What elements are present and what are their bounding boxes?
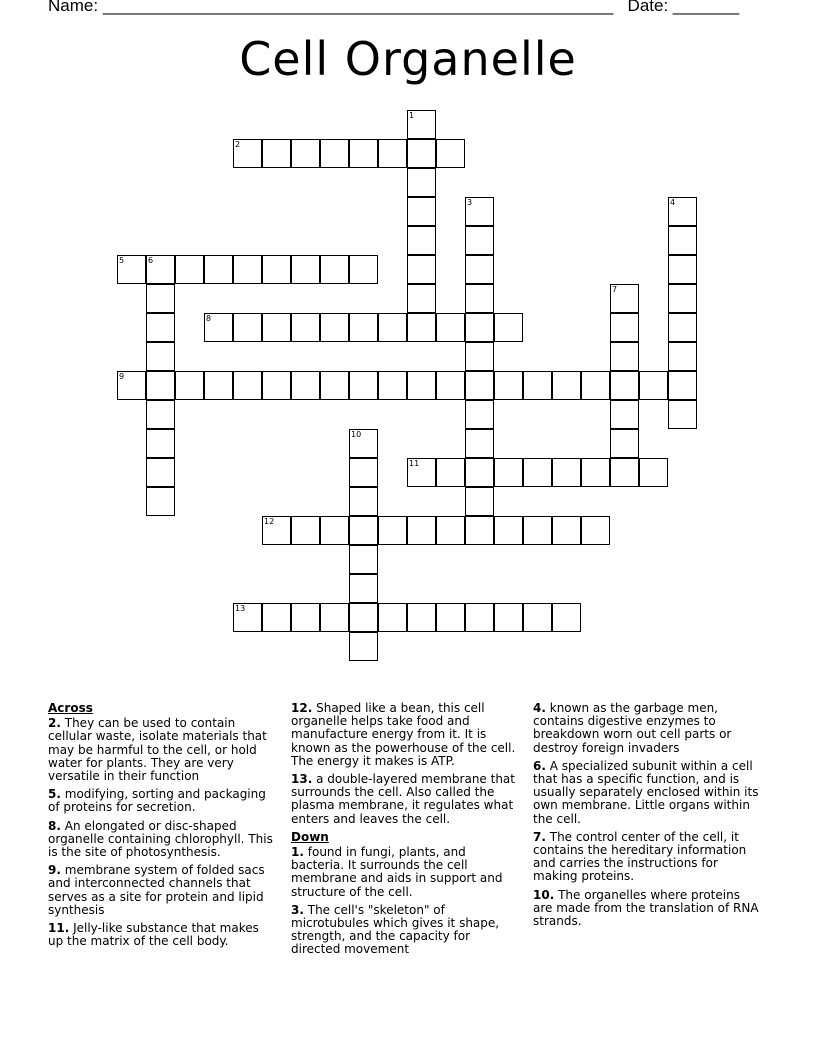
clue-number-label: 9 bbox=[119, 372, 125, 381]
grid-cell[interactable] bbox=[581, 458, 610, 487]
grid-cell[interactable] bbox=[175, 371, 204, 400]
clue-number-label: 5 bbox=[119, 256, 125, 265]
grid-cell[interactable] bbox=[320, 371, 349, 400]
grid-cell[interactable] bbox=[494, 313, 523, 342]
grid-cell[interactable] bbox=[204, 255, 233, 284]
grid-cell[interactable] bbox=[291, 313, 320, 342]
grid-cell[interactable] bbox=[146, 458, 175, 487]
grid-cell[interactable] bbox=[465, 226, 494, 255]
grid-cell[interactable] bbox=[465, 371, 494, 400]
date-field[interactable]: _______ bbox=[672, 0, 740, 15]
grid-cell[interactable] bbox=[552, 371, 581, 400]
grid-cell[interactable] bbox=[378, 139, 407, 168]
grid-cell[interactable] bbox=[407, 255, 436, 284]
grid-cell[interactable] bbox=[436, 603, 465, 632]
grid-cell[interactable] bbox=[262, 371, 291, 400]
grid-cell[interactable] bbox=[610, 458, 639, 487]
grid-cell[interactable] bbox=[291, 371, 320, 400]
grid-cell[interactable] bbox=[146, 342, 175, 371]
clue-across-12: 12. Shaped like a bean, this cell organelle helps take food and manufacture energy from it. It is known as the powerhouse of the cell. The energy it makes is ATP. bbox=[291, 701, 516, 768]
clue-number-label: 12 bbox=[264, 517, 275, 526]
grid-cell[interactable] bbox=[349, 313, 378, 342]
grid-cell[interactable] bbox=[465, 342, 494, 371]
grid-cell[interactable] bbox=[610, 429, 639, 458]
grid-cell[interactable] bbox=[436, 458, 465, 487]
grid-cell[interactable] bbox=[291, 255, 320, 284]
grid-cell[interactable] bbox=[668, 313, 697, 342]
date-label: Date: bbox=[627, 0, 669, 15]
clue-across-2: 2. They can be used to contain cellular waste, isolate materials that may be harmful to the cell, or hold water for plants. They are very versatile in their function bbox=[48, 716, 267, 784]
grid-cell[interactable] bbox=[262, 139, 291, 168]
grid-cell[interactable] bbox=[407, 197, 436, 226]
clue-down-3: 3. The cell's "skeleton" of microtubules which gives it shape, strength, and the capacity for directed movement bbox=[291, 902, 500, 957]
grid-cell[interactable] bbox=[668, 371, 697, 400]
clue-number-label: 2 bbox=[235, 140, 241, 149]
grid-cell[interactable] bbox=[610, 400, 639, 429]
clue-number-label: 1 bbox=[409, 111, 415, 120]
clue-number-label: 11 bbox=[409, 459, 420, 468]
grid-cell[interactable] bbox=[407, 284, 436, 313]
grid-cell[interactable] bbox=[494, 516, 523, 545]
grid-cell[interactable] bbox=[552, 516, 581, 545]
grid-cell[interactable] bbox=[610, 342, 639, 371]
grid-cell[interactable] bbox=[407, 168, 436, 197]
grid-cell[interactable] bbox=[465, 487, 494, 516]
grid-cell[interactable] bbox=[668, 400, 697, 429]
grid-cell[interactable] bbox=[523, 516, 552, 545]
clue-down-10: 10. The organelles where proteins are made from the translation of RNA strands. bbox=[533, 887, 759, 929]
clue-across-9: 9. membrane system of folded sacs and interconnected channels that serves as a site for protein and lipid synthesis bbox=[48, 863, 265, 917]
grid-cell[interactable] bbox=[668, 342, 697, 371]
grid-cell[interactable] bbox=[581, 516, 610, 545]
clues-column-2 bbox=[291, 702, 519, 962]
grid-cell[interactable] bbox=[320, 139, 349, 168]
grid-cell[interactable] bbox=[349, 545, 378, 574]
grid-cell[interactable] bbox=[407, 603, 436, 632]
grid-cell[interactable] bbox=[436, 516, 465, 545]
grid-cell[interactable] bbox=[349, 371, 378, 400]
grid-cell[interactable] bbox=[465, 255, 494, 284]
grid-cell[interactable] bbox=[349, 255, 378, 284]
grid-cell[interactable] bbox=[494, 603, 523, 632]
grid-cell[interactable] bbox=[668, 226, 697, 255]
grid-cell[interactable] bbox=[262, 255, 291, 284]
grid-cell[interactable] bbox=[668, 255, 697, 284]
grid-cell[interactable] bbox=[320, 516, 349, 545]
grid-cell[interactable] bbox=[494, 371, 523, 400]
grid-cell[interactable] bbox=[465, 603, 494, 632]
grid-cell[interactable] bbox=[465, 429, 494, 458]
grid-cell[interactable] bbox=[378, 313, 407, 342]
grid-cell[interactable] bbox=[146, 429, 175, 458]
grid-cell[interactable] bbox=[407, 371, 436, 400]
clue-number-label: 10 bbox=[351, 430, 362, 439]
grid-cell[interactable] bbox=[523, 458, 552, 487]
grid-cell[interactable] bbox=[523, 371, 552, 400]
grid-cell[interactable] bbox=[465, 313, 494, 342]
grid-cell[interactable] bbox=[320, 603, 349, 632]
grid-cell[interactable] bbox=[552, 603, 581, 632]
grid-cell[interactable] bbox=[436, 139, 465, 168]
grid-cell[interactable] bbox=[262, 313, 291, 342]
grid-cell[interactable] bbox=[610, 313, 639, 342]
grid-cell[interactable] bbox=[349, 139, 378, 168]
grid-cell[interactable] bbox=[146, 284, 175, 313]
grid-cell[interactable] bbox=[407, 313, 436, 342]
clue-down-6: 6. A specialized subunit within a cell that has a specific function, and is usually separately enclosed within its own membrane. Little organs within the cell. bbox=[533, 758, 759, 826]
clue-across-8: 8. An elongated or disc-shaped organelle containing chlorophyll. This is the site of photosynthesis. bbox=[48, 818, 273, 860]
clue-number-label: 3 bbox=[467, 198, 473, 207]
grid-cell[interactable] bbox=[349, 487, 378, 516]
clue-number-label: 6 bbox=[148, 256, 154, 265]
grid-cell[interactable] bbox=[407, 226, 436, 255]
grid-cell[interactable] bbox=[465, 284, 494, 313]
grid-cell[interactable] bbox=[465, 400, 494, 429]
grid-cell[interactable] bbox=[639, 458, 668, 487]
grid-cell[interactable] bbox=[349, 574, 378, 603]
grid-cell[interactable] bbox=[465, 458, 494, 487]
clue-number-label: 8 bbox=[206, 314, 212, 323]
grid-cell[interactable] bbox=[523, 603, 552, 632]
page-title: Cell Organelle bbox=[239, 32, 577, 86]
grid-cell[interactable] bbox=[262, 603, 291, 632]
grid-cell[interactable] bbox=[320, 255, 349, 284]
grid-cell[interactable] bbox=[349, 458, 378, 487]
clue-number-label: 4 bbox=[670, 198, 676, 207]
name-label: Name: bbox=[48, 0, 99, 15]
grid-cell[interactable] bbox=[320, 313, 349, 342]
grid-cell[interactable] bbox=[233, 313, 262, 342]
across-heading: Across bbox=[48, 701, 93, 715]
grid-cell[interactable] bbox=[378, 603, 407, 632]
grid-cell[interactable] bbox=[175, 255, 204, 284]
grid-cell[interactable] bbox=[378, 371, 407, 400]
grid-cell[interactable] bbox=[581, 371, 610, 400]
grid-cell[interactable] bbox=[146, 371, 175, 400]
clue-across-5: 5. modifying, sorting and packaging of proteins for secretion. bbox=[48, 787, 266, 815]
clue-number-label: 13 bbox=[235, 604, 246, 613]
clue-down-7: 7. The control center of the cell, it contains the hereditary information and carries the instructions for making proteins. bbox=[533, 829, 747, 884]
grid-cell[interactable] bbox=[407, 516, 436, 545]
grid-cell[interactable] bbox=[291, 603, 320, 632]
clue-down-4: 4. known as the garbage men, contains digestive enzymes to breakdown worn out cell parts or destroy foreign invaders bbox=[533, 701, 732, 755]
grid-cell[interactable] bbox=[349, 632, 378, 661]
grid-cell[interactable] bbox=[494, 458, 523, 487]
grid-cell[interactable] bbox=[146, 400, 175, 429]
grid-cell[interactable] bbox=[436, 371, 465, 400]
grid-cell[interactable] bbox=[349, 603, 378, 632]
grid-cell[interactable] bbox=[233, 255, 262, 284]
grid-cell[interactable] bbox=[639, 371, 668, 400]
clue-number-label: 7 bbox=[612, 285, 618, 294]
grid-cell[interactable] bbox=[349, 516, 378, 545]
grid-cell[interactable] bbox=[291, 139, 320, 168]
grid-cell[interactable] bbox=[465, 516, 494, 545]
clues-column-3 bbox=[533, 702, 761, 933]
grid-cell[interactable] bbox=[146, 313, 175, 342]
name-field[interactable]: ______________________________________________________ bbox=[102, 0, 614, 15]
clue-across-13: 13. a double-layered membrane that surrounds the cell. Also called the plasma membrane, it regulates what enters and leaves the cell. bbox=[291, 772, 515, 826]
grid-cell[interactable] bbox=[233, 371, 262, 400]
grid-cell[interactable] bbox=[668, 284, 697, 313]
clues-column-1 bbox=[48, 702, 276, 953]
grid-cell[interactable] bbox=[436, 313, 465, 342]
grid-cell[interactable] bbox=[610, 371, 639, 400]
clue-down-1: 1. found in fungi, plants, and bacteria. It surrounds the cell membrane and aids in support and structure of the cell. bbox=[291, 845, 503, 899]
clue-across-11: 11. Jelly-like substance that makes up the matrix of the cell body. bbox=[48, 921, 259, 949]
grid-cell[interactable] bbox=[291, 516, 320, 545]
grid-cell[interactable] bbox=[378, 516, 407, 545]
grid-cell[interactable] bbox=[204, 371, 233, 400]
grid-cell[interactable] bbox=[146, 487, 175, 516]
grid-cell[interactable] bbox=[407, 139, 436, 168]
down-heading: Down bbox=[291, 829, 329, 844]
grid-cell[interactable] bbox=[552, 458, 581, 487]
